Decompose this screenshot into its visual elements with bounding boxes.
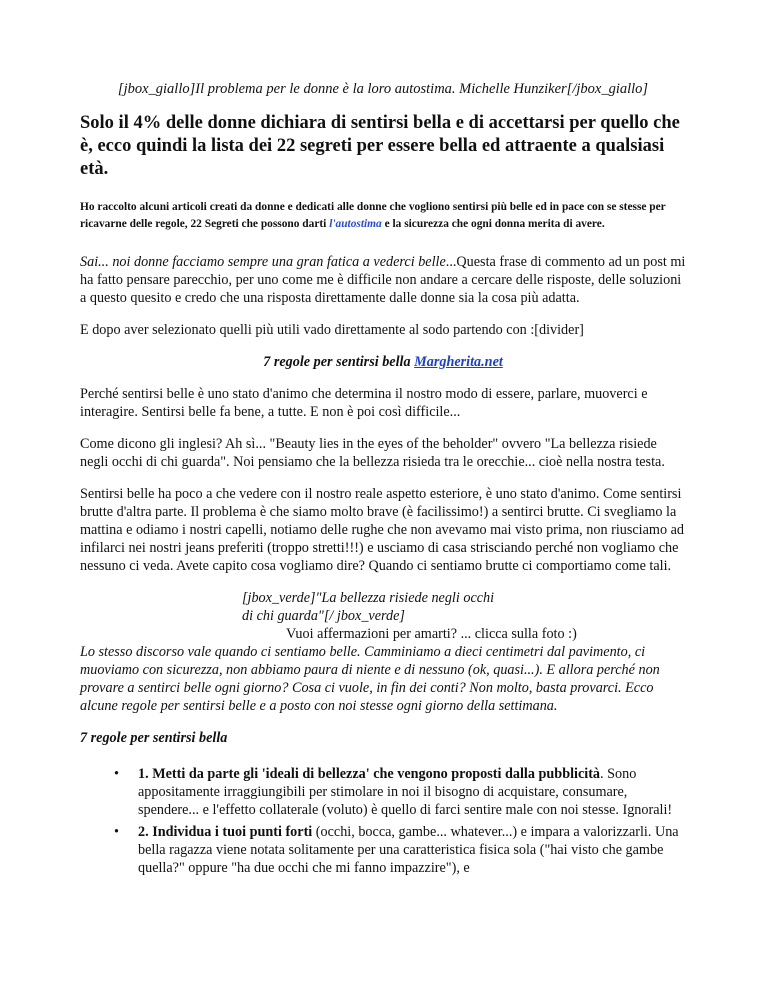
autostima-link[interactable]: l'autostima [329, 218, 382, 230]
rules-list [80, 765, 686, 877]
paragraph-6: Lo stesso discorso vale quando ci sentiamo belle. Camminiamo a dieci centimetri dal pavimento, ci muoviamo con sicurezza, non abbiamo paura di niente e di nessuno (ok, quasi...). E allora perché non provare a sentirci belle ogni giorno? Cosa ci vuole, in fin dei conti? Non molto, basta provarci. Ecco alcune regole per sentirsi belle e a posto con noi stesse ogni giorno della settimana. [80, 644, 660, 714]
paragraph-5: Sentirsi belle ha poco a che vedere con il nostro reale aspetto esteriore, è uno stato d'animo. Come sentirsi brutte d'altra parte. Il problema è che siamo molto brave (è facilissimo!) a sentirci brutte. Ci svegliamo la mattina e odiamo i nostri capelli, notiamo delle rughe che non avevamo mai visto prima, non riusciamo ad infilarci nei nostri jeans preferiti (troppo stretti!!!) e usciamo di casa strisciando perché non vogliamo che nessuno ci veda. Avete capito cosa vogliamo dire? Quando ci sentiamo brutte ci comportiamo come tali. [80, 486, 684, 574]
rule-1-bold: 1. Metti da parte gli 'ideali di bellezza' che vengono proposti dalla pubblicità [138, 766, 601, 782]
intro-text-after: e la sicurezza che ogni donna merita di avere. [381, 218, 605, 230]
verde-quote: [jbox_verde]"La bellezza risiede negli occhi di chi guarda"[/ jbox_verde] [242, 590, 495, 624]
rules-title: 7 regole per sentirsi bella [80, 730, 228, 746]
page-title: Solo il 4% delle donne dichiara di sentirsi bella e di accettarsi per quello che è, ecco quindi la lista dei 22 segreti per essere bella ed attraente a qualsiasi età. [80, 113, 680, 179]
paragraph-2: E dopo aver selezionato quelli più utili vado direttamente al sodo partendo con :[divider] [80, 322, 584, 338]
list-item [80, 765, 686, 819]
paragraph-1-italic: Sai... noi donne facciamo sempre una gran fatica a vederci belle [80, 254, 446, 270]
bullet-icon: • [114, 766, 119, 782]
intro-text-before: Ho raccolto alcuni articoli creati da donne e dedicati alle donne che vogliono sentirsi più belle ed in pace con se stesse per ricavarne delle regole, 22 Segreti che possono darti [80, 201, 666, 230]
rule-2-bold: 2. Individua i tuoi punti forti [138, 824, 313, 840]
quote-top: [jbox_giallo]Il problema per le donne è la loro autostima. Michelle Hunziker[/jbox_giallo] [117, 81, 649, 97]
paragraph-3: Perché sentirsi belle è uno stato d'animo che determina il nostro modo di essere, parlare, muoverci e interagire. Sentirsi belle fa bene, a tutte. E non è poi così difficile... [80, 386, 648, 420]
intro-paragraph [80, 199, 686, 233]
section-title-text: 7 regole per sentirsi bella [263, 354, 415, 370]
list-item [80, 823, 686, 877]
document-page [80, 80, 686, 881]
paragraph-1 [80, 253, 686, 307]
rule-2-text: (occhi, bocca, gambe... whatever...) e impara a valorizzarli. Una bella ragazza viene notata solitamente per una caratteristica fisica sola ("hai visto che gambe quella?" oppure "ha due occhi che mi fanno impazzire"), e [138, 824, 679, 876]
margherita-link[interactable]: Margherita.net [414, 354, 503, 370]
paragraph-4: Come dicono gli inglesi? Ah sì... "Beauty lies in the eyes of the beholder" ovvero "La bellezza risiede negli occhi di chi guarda". Noi pensiamo che la bellezza risieda tra le orecchie... cioè nella nostra testa. [80, 436, 665, 470]
section-title-1 [80, 353, 686, 371]
photo-caption-link[interactable]: Vuoi affermazioni per amarti? ... clicca sulla foto :) [286, 626, 577, 642]
paragraph-1-rest: ...Questa frase di commento ad un post mi ha fatto pensare parecchio, per uno come me è difficile non andare a cercare delle risposte, delle soluzioni a questo quesito e credo che una risposta direttamente dalle donne sia la cosa più adatta. [80, 254, 686, 306]
rule-1-text: . Sono appositamente irraggiungibili per stimolare in noi il bisogno di acquistare, consumare, spendere... e l'effetto collaterale (voluto) è quello di farci sentire male con noi stesse. Ignorali! [138, 766, 673, 818]
bullet-icon: • [114, 824, 119, 840]
